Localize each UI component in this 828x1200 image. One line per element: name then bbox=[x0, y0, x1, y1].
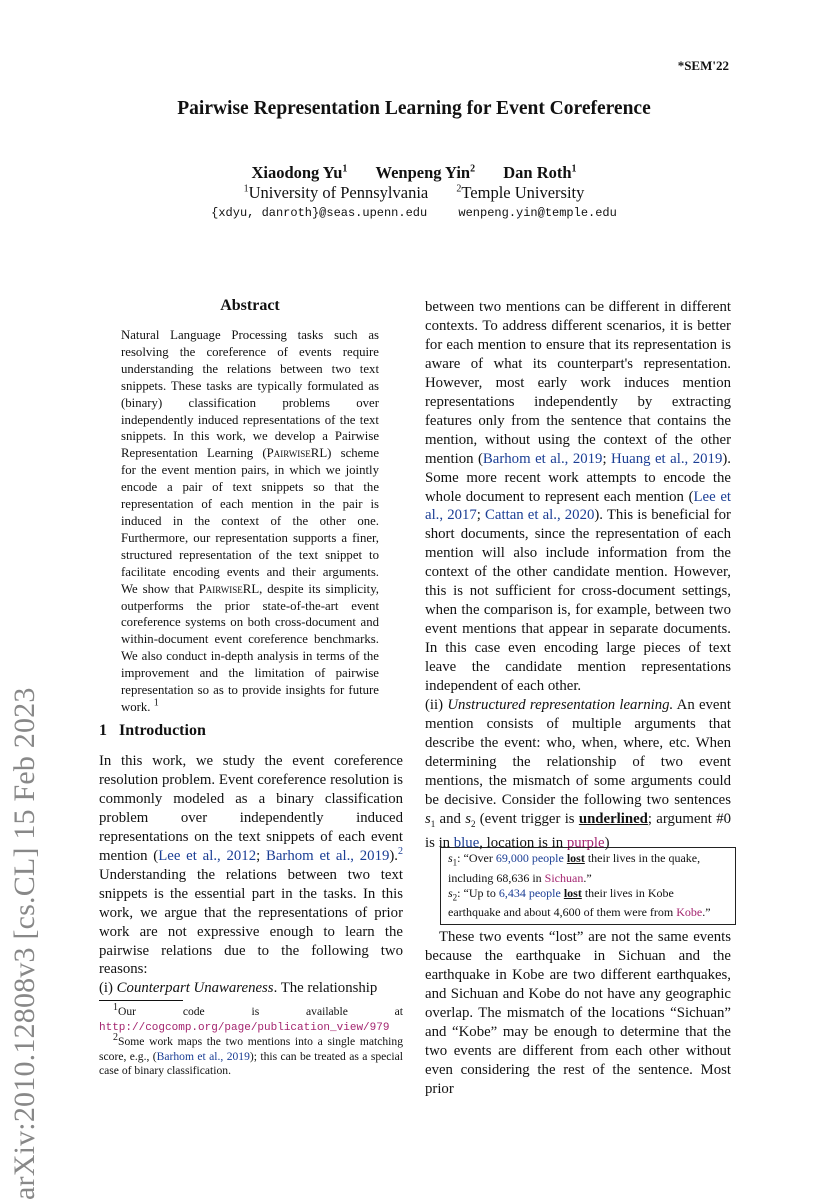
intro-column-left bbox=[99, 752, 403, 998]
argument-span: 6,434 people bbox=[498, 885, 561, 900]
math-symbol bbox=[465, 811, 475, 827]
body-paragraph bbox=[425, 928, 731, 1099]
body-text: , location is in bbox=[479, 834, 567, 851]
example-text: their lives in the quake, including 68,636 in bbox=[448, 851, 701, 885]
body-text: Understanding the relations between two text snippets is the essential part in the tasks. In this work, we argue that the representations of prior work are not expressive enough to learn the pairwise relations due to the following two reasons: bbox=[99, 866, 403, 978]
example-text: .” bbox=[583, 870, 592, 885]
example-text: : “Over bbox=[457, 851, 496, 865]
math-var: s bbox=[448, 885, 453, 900]
affiliation bbox=[456, 183, 584, 202]
author-name: Dan Roth bbox=[503, 163, 572, 182]
citation-link[interactable]: Barhom et al., 2019 bbox=[482, 450, 603, 467]
paper-title: Pairwise Representation Learning for Event Coreference bbox=[177, 98, 651, 119]
math-sub: 2 bbox=[470, 818, 476, 829]
citation-link[interactable]: Barhom et al., 2019 bbox=[156, 1049, 250, 1063]
method-name: PairwiseRL bbox=[198, 581, 260, 596]
body-text: (event trigger is bbox=[475, 810, 579, 827]
list-label: (i) bbox=[99, 980, 117, 997]
item-title: Counterpart Unawareness bbox=[116, 980, 274, 997]
body-text: ; argument #0 is in bbox=[425, 810, 731, 851]
example-text: .” bbox=[702, 905, 711, 920]
affiliation-name: University of Pennsylvania bbox=[248, 183, 429, 202]
body-text: ; bbox=[256, 847, 266, 864]
footnote bbox=[99, 1032, 404, 1079]
location-span: Sichuan bbox=[544, 870, 584, 885]
footnote-url[interactable]: http://cogcomp.org/page/publication_view/979 bbox=[99, 1021, 390, 1034]
footnote bbox=[99, 1002, 403, 1035]
author-name: Wenpeng Yin bbox=[375, 163, 471, 182]
affiliation bbox=[244, 183, 429, 202]
math-var: s bbox=[448, 851, 453, 865]
item-title: Unstructured representation learning. bbox=[447, 697, 674, 714]
abstract-heading: Abstract bbox=[220, 297, 280, 314]
argument-span: 69,000 people bbox=[495, 851, 564, 865]
arxiv-stamp: arXiv:2010.12808v3 [cs.CL] 15 Feb 2023 bbox=[8, 687, 41, 1200]
trigger-span: lost bbox=[566, 851, 585, 865]
math-sub: 1 bbox=[430, 818, 436, 829]
author-sup: 1 bbox=[342, 163, 348, 175]
affiliation-name: Temple University bbox=[461, 183, 585, 202]
affiliation-sup: 1 bbox=[243, 183, 249, 195]
footnote-text: Some work maps the two mentions into a single matching score, e.g., ( bbox=[99, 1035, 403, 1063]
example-text: : “Up to bbox=[457, 885, 499, 900]
math-sub: 2 bbox=[452, 892, 458, 903]
body-text: These two events “lost” are not the same events because the earthquake in Sichuan and the earthquake in Kobe are two different earthquakes, and Sichuan and Kobe do not have any geographic overlap. The mismatch of the locations “Sichuan” and “Kobe” may be enough to determine that the two events are different from each other without even considering the rest of the sentence. Most prior bbox=[425, 929, 731, 1097]
math-var: s bbox=[465, 810, 471, 827]
body-text: ). This is beneficial for short documents, since the representation of each mention will also include information from the context of the other candidate mention. However, this is not sufficient for cross-document settings, when the comparison is, for example, between two event mentions that appear in separate documents. In this case even encoding large pieces of text leave the candidate mention representations independent of each other. bbox=[425, 507, 731, 695]
author-sup: 1 bbox=[571, 163, 577, 175]
location-span: Kobe bbox=[676, 905, 703, 920]
abstract-text: ) scheme for the event mention pairs, in which we jointly encode a pair of text snippets so that the representation of each mention in the pair is induced in the context of the other one. Furthermore, our representation supports a finer, structured representation of the text snippet to facilitate encoding events and their arguments. We show that bbox=[121, 446, 379, 596]
example-box bbox=[440, 847, 736, 925]
abstract-text: , despite its simplicity, outperforms the prior state-of-the-art event coreference systems on both cross-document and within-document event coreference benchmarks. We also conduct in-depth analysis in terms of the improvement and the limitation of pairwise representation so as to provide insights for future work. bbox=[121, 581, 379, 714]
email: {xdyu, danroth}@seas.upenn.edu bbox=[211, 206, 428, 220]
example-text: their lives in Kobe earthquake and about 4,600 of them were from bbox=[448, 885, 677, 920]
author-list bbox=[0, 163, 828, 183]
math-symbol bbox=[448, 851, 458, 868]
citation-link[interactable]: Lee et al., 2017 bbox=[425, 488, 731, 524]
math-symbol bbox=[448, 885, 458, 903]
body-text: ). Some more recent work attempts to encode the whole document to represent each mention ( bbox=[425, 450, 731, 505]
body-text: and bbox=[435, 810, 466, 827]
footnote-marker[interactable]: 2 bbox=[398, 845, 404, 857]
trigger-example: underlined bbox=[578, 810, 648, 827]
example-sentence-1 bbox=[448, 851, 728, 886]
body-text: In this work, we study the event coreference resolution problem. Event coreference resolution is commonly modeled as a binary classification problem over independently induced representations on the text snippets of each event mention ( bbox=[99, 753, 403, 864]
location-color-label: purple bbox=[566, 834, 605, 851]
footnote-text: ); this can be treated as a special case of binary classification. bbox=[99, 1049, 404, 1078]
example-sentence-2 bbox=[448, 886, 728, 921]
body-text: between two mentions can be different in different contexts. To address different scenarios, it is better for each mention to ensure that its representation is aware of what its counterpart's representation. However, most early work induces mention representations independently by extracting features only from the sentence that contains the mention, without using the context of the other mention ( bbox=[425, 299, 731, 467]
footnote-marker: 1 bbox=[113, 1002, 118, 1014]
math-sub: 1 bbox=[452, 857, 458, 868]
email: wenpeng.yin@temple.edu bbox=[458, 206, 617, 220]
footnote-marker: 1 bbox=[153, 697, 159, 709]
body-text: ) bbox=[604, 834, 610, 851]
math-symbol bbox=[425, 811, 435, 827]
affiliation-list bbox=[0, 183, 828, 203]
abstract-body bbox=[121, 327, 379, 716]
trigger-span: lost bbox=[563, 885, 582, 900]
abstract-text: Natural Language Processing tasks such as resolving the coreference of events require understanding the relations between two text snippets. These tasks are typically formulated as (binary) classification problems over independently induced representations of the text snippets. In this work, we develop a Pairwise Representation Learning ( bbox=[121, 328, 379, 461]
footnote-rule bbox=[99, 1000, 183, 1001]
intro-column-right bbox=[425, 298, 731, 853]
citation-link[interactable]: Cattan et al., 2020 bbox=[485, 507, 595, 524]
section-heading bbox=[99, 722, 206, 740]
body-text: ; bbox=[476, 507, 486, 524]
author-sup: 2 bbox=[470, 163, 476, 175]
author bbox=[376, 163, 476, 182]
affiliation-sup: 2 bbox=[456, 183, 462, 195]
venue-label: *SEM'22 bbox=[677, 58, 729, 73]
email-list bbox=[0, 206, 828, 220]
footnotes bbox=[99, 1002, 404, 1079]
method-name: PairwiseRL bbox=[266, 446, 328, 461]
argument-color-label: blue bbox=[453, 834, 480, 851]
body-text: ; bbox=[602, 450, 612, 467]
citation-link[interactable]: Barhom et al., 2019 bbox=[266, 847, 390, 864]
math-var: s bbox=[425, 810, 431, 827]
author-name: Xiaodong Yu bbox=[251, 163, 343, 182]
citation-link[interactable]: Huang et al., 2019 bbox=[611, 450, 723, 467]
author bbox=[503, 163, 576, 182]
citation-link[interactable]: Lee et al., 2012 bbox=[158, 847, 257, 864]
section-title: Introduction bbox=[119, 722, 206, 739]
section-number: 1 bbox=[99, 722, 107, 739]
body-text: An event mention consists of multiple arguments that describe the event: who, when, where, etc. When determining the relationship of two event mentions, the mismatch of some arguments could be decisive. Consider the following two sentences bbox=[425, 697, 732, 808]
footnote-text: Our code is available at bbox=[118, 1005, 403, 1018]
body-text: ). bbox=[389, 847, 399, 864]
footnote-marker: 2 bbox=[113, 1032, 118, 1044]
author bbox=[251, 163, 347, 182]
body-text: . The relationship bbox=[273, 980, 378, 997]
list-label: (ii) bbox=[425, 697, 448, 714]
